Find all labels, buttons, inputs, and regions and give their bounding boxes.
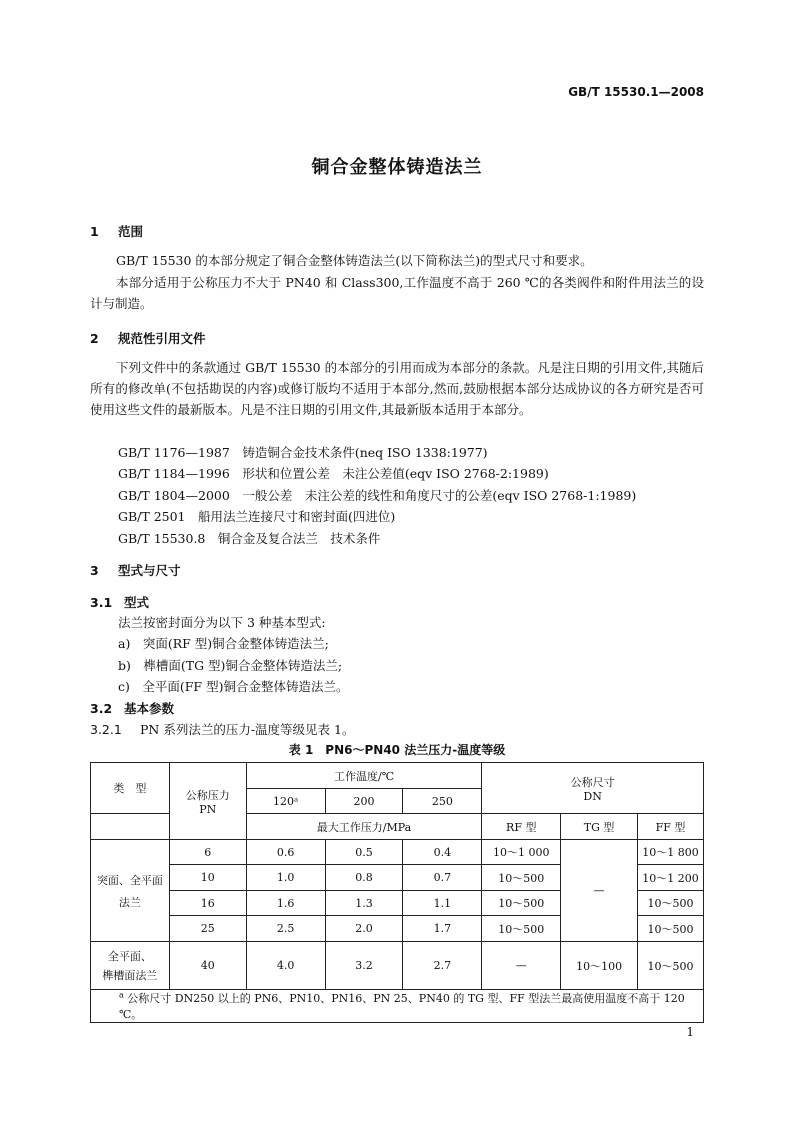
cell-pn: 6	[169, 840, 246, 865]
header-temp-120: 120ᵃ	[246, 789, 325, 814]
table-header-row	[91, 763, 704, 789]
references-intro-paragraph: 下列文件中的条款通过 GB/T 15530 的本部分的引用而成为本部分的条款。凡是注日期的引用文件,其随后所有的修改单(不包括勘误的内容)或修订版均不适用于本部分,然而,鼓励根据本部分达成协议的各方研究是否可使用这些文件的最新版本。凡是不注日期的引用文件,其最新版本适用于本部分。	[90, 360, 704, 417]
header-nominal-pressure	[169, 763, 246, 840]
document-title: 铜合金整体铸造法兰	[311, 157, 483, 178]
type-item: c) 全平面(FF 型)铜合金整体铸造法兰。	[118, 679, 349, 694]
cell-p250: 1.1	[403, 891, 482, 916]
footnote-mark: a	[119, 990, 124, 1000]
cell-p250: 0.4	[403, 840, 482, 865]
cell-p200: 0.5	[325, 840, 403, 865]
cell-p250: 0.7	[403, 865, 482, 891]
cell-p120: 1.0	[246, 865, 325, 891]
cell-pn: 25	[169, 916, 246, 942]
cell-ff: 10～500	[638, 891, 704, 916]
section-title: 型式与尺寸	[118, 563, 181, 578]
reference-item: GB/T 2501 船用法兰连接尺寸和密封面(四进位)	[118, 509, 396, 524]
section-number: 3	[90, 563, 99, 578]
cell-ff: 10～500	[638, 916, 704, 942]
section-title: 规范性引用文件	[118, 331, 206, 346]
cell-p120: 4.0	[246, 942, 325, 990]
group-label-line2: 榫槽面法兰	[102, 969, 158, 982]
cell-p250: 1.7	[403, 916, 482, 942]
cell-pn: 10	[169, 865, 246, 891]
footnote-text: 公称尺寸 DN250 以上的 PN6、PN10、PN16、PN 25、PN40 的 TG 型、FF 型法兰最高使用温度不高于 120 ℃。	[119, 992, 685, 1021]
header-ff: FF 型	[638, 814, 704, 840]
section-title: 范围	[118, 224, 144, 239]
header-working-temperature: 工作温度/℃	[246, 763, 482, 789]
section-title: 型式	[124, 595, 150, 610]
section-text: PN 系列法兰的压力-温度等级见表 1。	[140, 722, 355, 737]
table-note-row	[91, 990, 704, 1023]
scope-paragraph-1: GB/T 15530 的本部分规定了铜合金整体铸造法兰(以下简称法兰)的型式尺寸和要求。	[116, 253, 593, 268]
section-1-heading	[90, 222, 143, 240]
header-type: 类 型	[91, 763, 170, 814]
standard-number: GB/T 15530.1—2008	[568, 85, 704, 99]
group-raised-full-face	[91, 840, 170, 942]
section-3-heading	[90, 561, 181, 579]
table-caption: 表 1 PN6～PN40 法兰压力-温度等级	[288, 743, 506, 757]
subsection-3-2-1	[90, 720, 354, 738]
cell-p120: 0.6	[246, 840, 325, 865]
group-label-line1: 突面、全平面	[96, 873, 163, 887]
cell-p250: 2.7	[403, 942, 482, 990]
group-label-line1: 全平面、	[107, 950, 152, 963]
cell-pn: 16	[169, 891, 246, 916]
section-number: 1	[90, 224, 99, 239]
header-max-working-pressure: 最大工作压力/MPa	[246, 814, 482, 840]
section-number: 3.2	[90, 701, 113, 716]
header-pn-line2: PN	[199, 802, 217, 816]
cell-p200: 3.2	[325, 942, 403, 990]
table-row	[91, 840, 704, 865]
cell-ff: 10～500	[638, 942, 704, 990]
section-2-heading	[90, 329, 206, 347]
subsection-3-1-heading	[90, 593, 149, 611]
type-item: b) 榫槽面(TG 型)铜合金整体铸造法兰;	[118, 658, 343, 673]
page-number: 1	[686, 1025, 694, 1039]
header-nominal-size	[482, 763, 704, 814]
cell-p120: 2.5	[246, 916, 325, 942]
cell-tg-merged: —	[561, 840, 638, 942]
header-rf: RF 型	[482, 814, 561, 840]
table-footnote	[91, 990, 704, 1023]
reference-item: GB/T 1176—1987 铸造铜合金技术条件(neq ISO 1338:1977)	[118, 445, 488, 460]
group-full-face-tongue-groove	[91, 942, 170, 990]
cell-ff: 10～1 200	[638, 865, 704, 891]
cell-rf: 10～500	[482, 891, 561, 916]
header-tg: TG 型	[561, 814, 638, 840]
cell-rf: —	[482, 942, 561, 990]
scope-paragraph-2: 本部分适用于公称压力不大于 PN40 和 Class300,工作温度不高于 260 ℃的各类阀件和附件用法兰的设计与制造。	[90, 275, 704, 311]
header-temp-250: 250	[403, 789, 482, 814]
reference-item: GB/T 15530.8 铜合金及复合法兰 技术条件	[118, 531, 381, 546]
subsection-3-2-heading	[90, 699, 174, 717]
header-dn-line2: DN	[583, 789, 602, 803]
header-temp-200: 200	[325, 789, 403, 814]
cell-rf: 10～500	[482, 865, 561, 891]
header-pn-line1: 公称压力	[185, 788, 230, 802]
section-title: 基本参数	[124, 701, 175, 716]
section-number: 3.1	[90, 595, 113, 610]
section-number: 3.2.1	[90, 722, 122, 737]
section-number: 2	[90, 331, 99, 346]
cell-p200: 1.3	[325, 891, 403, 916]
types-intro: 法兰按密封面分为以下 3 种基本型式:	[118, 615, 326, 630]
header-dn-line1: 公称尺寸	[570, 775, 615, 789]
pressure-temperature-table	[90, 762, 704, 1023]
cell-ff: 10～1 800	[638, 840, 704, 865]
cell-p200: 0.8	[325, 865, 403, 891]
table-row	[91, 942, 704, 990]
cell-pn: 40	[169, 942, 246, 990]
reference-item: GB/T 1184—1996 形状和位置公差 未注公差值(eqv ISO 2768-2:1989)	[118, 466, 549, 481]
reference-item: GB/T 1804—2000 一般公差 未注公差的线性和角度尺寸的公差(eqv ISO 2768-1:1989)	[118, 488, 637, 503]
cell-rf: 10～1 000	[482, 840, 561, 865]
cell-rf: 10～500	[482, 916, 561, 942]
type-item: a) 突面(RF 型)铜合金整体铸造法兰;	[118, 636, 329, 651]
group-label-line2: 法兰	[118, 895, 141, 909]
cell-tg: 10～100	[561, 942, 638, 990]
header-type-continued	[91, 814, 170, 840]
cell-p200: 2.0	[325, 916, 403, 942]
cell-p120: 1.6	[246, 891, 325, 916]
